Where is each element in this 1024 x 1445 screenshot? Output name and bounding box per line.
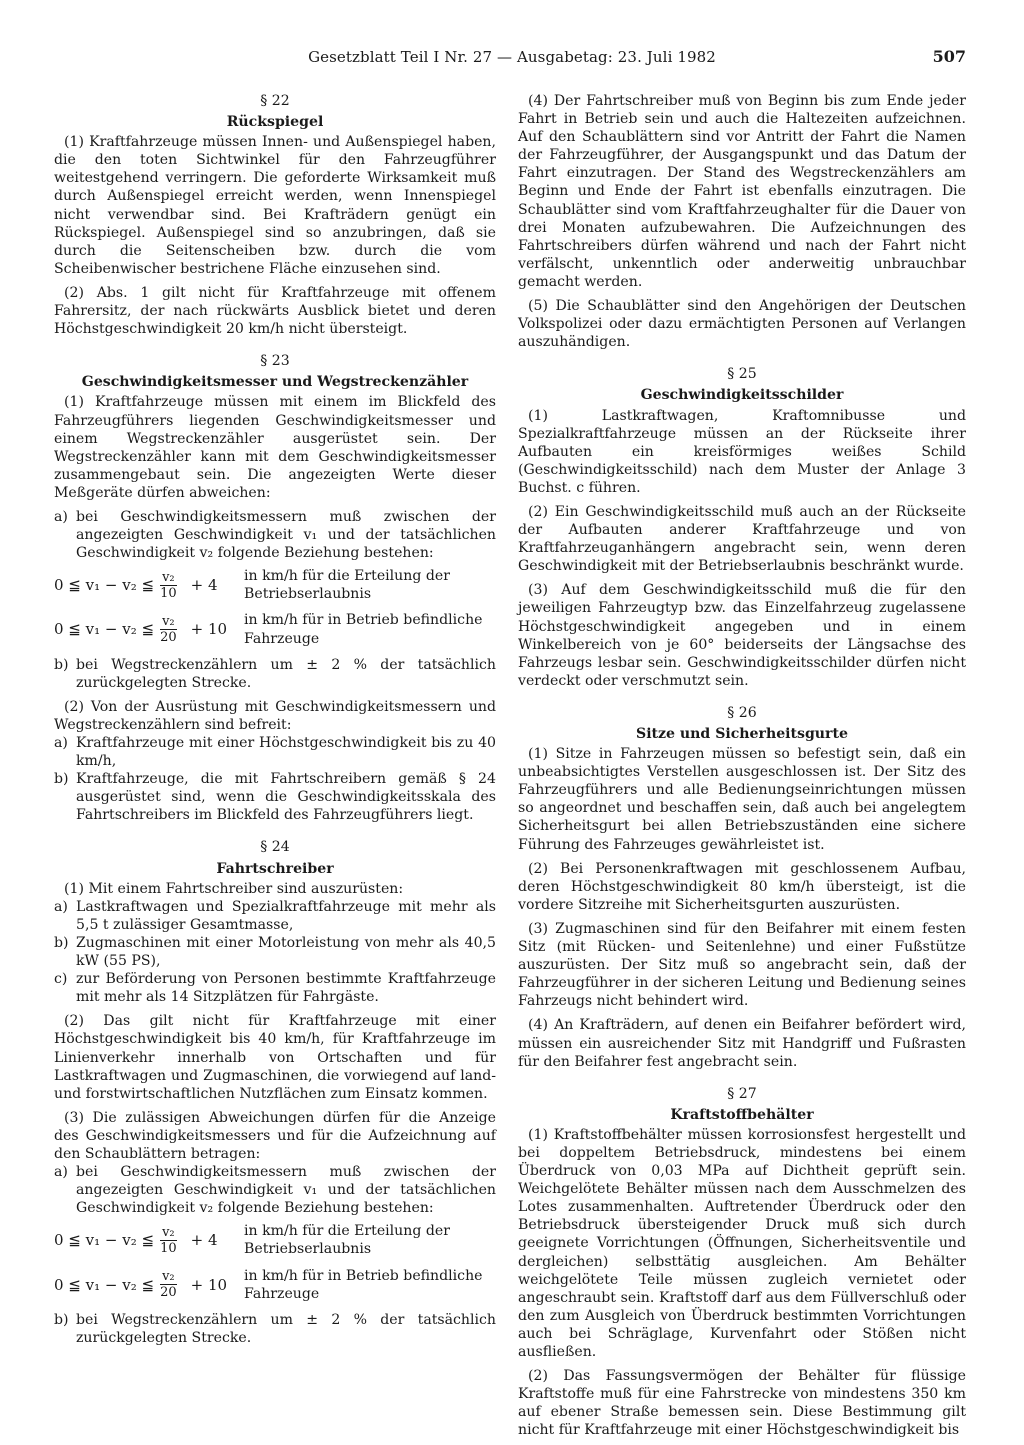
formula-addend: + 10: [190, 1275, 228, 1294]
formula: [54, 1267, 496, 1303]
list-text: bei Geschwindigkeitsmessern muß zwischen der angezeigten Geschwindigkeit v₁ und der tatsächlichen Geschwindigkeit v₂ folgende Beziehung bestehen:: [76, 508, 496, 562]
paragraph: (4) Der Fahrtschreiber muß von Beginn bis zum Ende jeder Fahrt in Betrieb sein und auch die Haltezeiten aufzeichnen. Auf den Schaublättern sind vor Antritt der Fahrt die Namen der Fahrzeugführer, der Ausgangspunkt und das Datum der Fahrt einzutragen. Der Stand des Wegstreckenzählers am Beginn und Ende der Fahrt ist ebenfalls einzutragen. Die Schaublätter sind vom Kraftfahrzeughalter für die Dauer von drei Monaten aufzubewahren. Die Aufzeichnungen des Fahrtschreibers dürfen während und nach der Fahrt nicht verfälscht, unkenntlich oder anderweitig unbrauchbar gemacht werden.: [518, 93, 966, 290]
paragraph: (1) Kraftfahrzeuge müssen mit einem im Blickfeld des Fahrzeugführers liegenden Geschwindigkeitsmesser und einem Wegstreckenzähler ausgerüstet sein. Der Wegstreckenzähler kann mit dem Geschwindigkeitsmesser zusammengebaut sein. Die angezeigten Werte dieser Meßgeräte dürfen abweichen:: [54, 394, 496, 501]
formula-addend: + 4: [190, 576, 218, 595]
paragraph: (1) Sitze in Fahrzeugen müssen so befestigt sein, daß ein unbeabsichtigtes Verstellen ausgeschlossen ist. Der Sitz des Fahrzeugführers und alle Bedienungseinrichtungen müssen so angeordnet und beschaffen sein, daß auch bei angelegtem Sicherheitsgurt bei allen Betriebszuständen eine sichere Führung des Fahrzeuges gewährleistet ist.: [518, 746, 966, 853]
fraction-denominator: 20: [160, 630, 177, 646]
fraction-denominator: 20: [160, 1285, 177, 1301]
formula-expression: [54, 1225, 244, 1256]
fraction: [158, 614, 179, 645]
fraction-numerator: v₂: [162, 614, 175, 630]
paragraph: (1) Lastkraftwagen, Kraftomnibusse und Spezialkraftfahrzeuge müssen an der Rückseite ihrer Aufbauten ein kreisförmiges weißes Schild (Geschwindigkeitsschild) nach dem Muster der Anlage 3 Buchst. c führen.: [518, 407, 966, 496]
section-number: § 24: [260, 839, 290, 856]
list-text: Kraftfahrzeuge mit einer Höchstgeschwindigkeit bis zu 40 km/h,: [76, 735, 496, 770]
list-text: Lastkraftwagen und Spezialkraftfahrzeuge mit mehr als 5,5 t zulässiger Gesamtmasse,: [76, 898, 496, 933]
gazette-title: Gesetzblatt Teil I Nr. 27 — Ausgabetag: 23. Juli 1982: [308, 48, 716, 66]
paragraph: (3) Die zulässigen Abweichungen dürfen für die Anzeige des Geschwindigkeitsmessers und für die Aufzeichnung auf den Schaublättern betragen:: [54, 1109, 496, 1162]
paragraph: (2) Abs. 1 gilt nicht für Kraftfahrzeuge mit offenem Fahrersitz, der nach rückwärts Ausblick bietet und deren Höchstgeschwindigkeit 20 km/h nicht übersteigt.: [54, 284, 496, 338]
list-label: b): [54, 934, 69, 951]
list-label: a): [54, 898, 68, 915]
paragraph: (1) Kraftstoffbehälter müssen korrosionsfest hergestellt und bei doppeltem Betriebsdruck, mindestens bei einem Überdruck von 0,03 MPa auf Dichtheit geprüft sein. Weichgelötete Behälter müssen nach dem Ausschmelzen des Lotes zusammenhalten. Auftretender Überdruck oder den Betriebsdruck übersteigender Druck muß sich durch geeignete Vorrichtungen (Öffnungen, Sicherheitsventile und dergleichen) selbsttätig ausgleichen. Am Behälter weichgelötete Teile müssen zugleich vernietet oder angeschraubt sein. Kraftstoff darf aus dem Füllverschluß oder den zum Ausgleich von Überdruck bestimmten Vorrichtungen auch bei Schräglage, Kurvenfahrt oder Stößen nicht ausfließen.: [518, 1126, 966, 1360]
section-number: § 22: [260, 93, 290, 109]
paragraph: (4) An Krafträdern, auf denen ein Beifahrer befördert wird, müssen ein ausreichender Sitz mit Handgriff und Fußrasten für den Beifahrer fest angebracht sein.: [518, 1017, 966, 1070]
list-label: b): [54, 656, 69, 673]
formula-lhs: 0 ≦ v₁ − v₂ ≦: [54, 1231, 155, 1250]
fraction-numerator: v₂: [162, 569, 175, 585]
list-text: bei Wegstreckenzählern um ± 2 % der tatsächlich zurückgelegten Strecke.: [76, 1311, 496, 1346]
paragraph: (1) Mit einem Fahrtschreiber sind auszurüsten:: [64, 880, 404, 897]
list-item: [54, 970, 496, 1006]
list-item: [54, 656, 496, 692]
formula-addend: + 10: [190, 620, 228, 639]
section-title: Geschwindigkeitsschilder: [640, 387, 844, 404]
fraction-numerator: v₂: [162, 1269, 175, 1285]
paragraph: (3) Auf dem Geschwindigkeitsschild muß die für den jeweiligen Fahrzeugtyp bzw. das Einzelfahrzeug zugelassene Höchstgeschwindigkeit angegeben und in einem Winkelbereich von je 60° beiderseits der Längsachse des Fahrzeugs lesbar sein. Geschwindigkeitsschilder dürfen nicht verdeckt oder verschmutzt sein.: [518, 582, 966, 689]
paragraph: (2) Bei Personenkraftwagen mit geschlossenem Aufbau, deren Höchstgeschwindigkeit 80 km/h übersteigt, ist die vordere Sitzreihe mit Sicherheitsgurten auszurüsten.: [518, 860, 966, 913]
section-title: Fahrtschreiber: [216, 860, 334, 877]
paragraph: (3) Zugmaschinen sind für den Beifahrer mit einem festen Sitz (mit Rücken- und Seitenlehne) und einer Fußstütze auszurüsten. Der Sitz muß so angebracht sein, daß der Fahrzeugführer in der sicheren Leitung und Bedienung seines Fahrzeugs nicht behindert wird.: [518, 920, 966, 1010]
fraction: [158, 1225, 179, 1256]
formula-expression: [54, 1269, 244, 1300]
list-item: [54, 508, 496, 562]
list-text: Kraftfahrzeuge, die mit Fahrtschreibern gemäß § 24 ausgerüstet sind, wenn die Geschwindigkeitsskala des Fahrtschreibers im Blickfeld des Fahrzeugführers liegt.: [76, 771, 496, 824]
section-title: Rückspiegel: [226, 114, 324, 131]
formula-addend: + 4: [190, 1231, 218, 1250]
formula-description: in km/h für die Erteilung der Betriebserlaubnis: [244, 1223, 450, 1258]
fraction: [158, 570, 179, 601]
formula: [54, 611, 496, 647]
list-label: a): [54, 1164, 68, 1181]
left-column: [54, 92, 496, 1347]
section-number: § 23: [260, 353, 290, 370]
list-text: Zugmaschinen mit einer Motorleistung von mehr als 40,5 kW (55 PS),: [76, 934, 496, 970]
list-label: a): [54, 508, 68, 525]
section-number: § 25: [727, 366, 757, 383]
paragraph: (2) Das Fassungsvermögen der Behälter für flüssige Kraftstoffe muß für eine Fahrstrecke von mindestens 350 km auf ebener Straße bemessen sein. Diese Bestimmung gilt nicht für Kraftfahrzeuge mit einer Höchstgeschwindigkeit bis: [518, 1368, 966, 1439]
fraction-denominator: 10: [160, 585, 177, 601]
formula-description: in km/h für in Betrieb befindliche Fahrzeuge: [244, 612, 483, 647]
list-item: [54, 934, 496, 970]
list-label: a): [54, 735, 68, 751]
list-item: [54, 734, 496, 770]
formula: [54, 567, 496, 603]
formula-lhs: 0 ≦ v₁ − v₂ ≦: [54, 1275, 155, 1294]
formula-description: in km/h für die Erteilung der Betriebserlaubnis: [244, 568, 450, 603]
list-item: [54, 898, 496, 934]
fraction-denominator: 10: [160, 1240, 177, 1256]
list-item: [54, 1311, 496, 1347]
list-label: c): [54, 971, 68, 988]
section-title: Sitze und Sicherheitsgurte: [636, 726, 848, 742]
fraction-numerator: v₂: [162, 1224, 175, 1240]
list-label: b): [54, 1311, 69, 1328]
fraction: [158, 1269, 179, 1300]
list-item: [54, 770, 496, 824]
list-item: [54, 1163, 496, 1217]
page-number: 507: [932, 47, 966, 66]
list-label: b): [54, 771, 69, 788]
paragraph: (2) Von der Ausrüstung mit Geschwindigkeitsmessern und Wegstreckenzählern sind befreit:: [54, 698, 496, 733]
paragraph: (5) Die Schaublätter sind den Angehörigen der Deutschen Volkspolizei oder dazu ermächtigten Personen auf Verlangen auszuhändigen.: [518, 298, 966, 351]
formula-description: in km/h für in Betrieb befindliche Fahrzeuge: [244, 1267, 483, 1302]
formula: [54, 1222, 496, 1258]
formula-expression: [54, 614, 244, 645]
section-number: § 27: [727, 1085, 757, 1102]
list-text: bei Geschwindigkeitsmessern muß zwischen der angezeigten Geschwindigkeit v₁ und der tatsächlichen Geschwindigkeit v₂ folgende Beziehung bestehen:: [76, 1164, 496, 1217]
formula-lhs: 0 ≦ v₁ − v₂ ≦: [54, 576, 155, 595]
right-column: [518, 92, 966, 1445]
paragraph: (1) Kraftfahrzeuge müssen Innen- und Außenspiegel haben, die den toten Sichtwinkel für den Fahrzeugführer weitestgehend verringern. Die geforderte Wirksamkeit muß durch Außenspiegel erreicht werden, wenn Innenspiegel nicht verwendbar sind. Bei Krafträdern genügt ein Rückspiegel. Außenspiegel sind so anzubringen, daß sie durch die Seitenscheiben bzw. durch die vom Scheibenwischer bestrichene Fläche einzusehen sind.: [54, 134, 496, 277]
section-title: Geschwindigkeitsmesser und Wegstreckenzähler: [81, 374, 469, 391]
page-header: [0, 48, 1024, 70]
list-text: zur Beförderung von Personen bestimmte Kraftfahrzeuge mit mehr als 14 Sitzplätzen für Fahrgäste.: [76, 971, 496, 1006]
section-title: Kraftstoffbehälter: [670, 1106, 814, 1123]
paragraph: (2) Das gilt nicht für Kraftfahrzeuge mit einer Höchstgeschwindigkeit bis 40 km/h, für Kraftfahrzeuge im Linienverkehr innerhalb von Ortschaften und für Lastkraftwagen und Zugmaschinen, die vorwiegend auf land- und forstwirtschaftlichen Nutzflächen zum Einsatz kommen.: [54, 1013, 496, 1102]
formula-expression: [54, 570, 244, 601]
list-text: bei Wegstreckenzählern um ± 2 % der tatsächlich zurückgelegten Strecke.: [76, 656, 496, 691]
paragraph: (2) Ein Geschwindigkeitsschild muß auch an der Rückseite der Aufbauten anderer Kraftfahrzeuge und von Kraftfahrzeuganhängern angebracht sein, wenn deren Geschwindigkeit mit der Betriebserlaubnis beschränkt wurde.: [518, 503, 966, 575]
section-number: § 26: [727, 704, 757, 721]
formula-lhs: 0 ≦ v₁ − v₂ ≦: [54, 620, 155, 639]
